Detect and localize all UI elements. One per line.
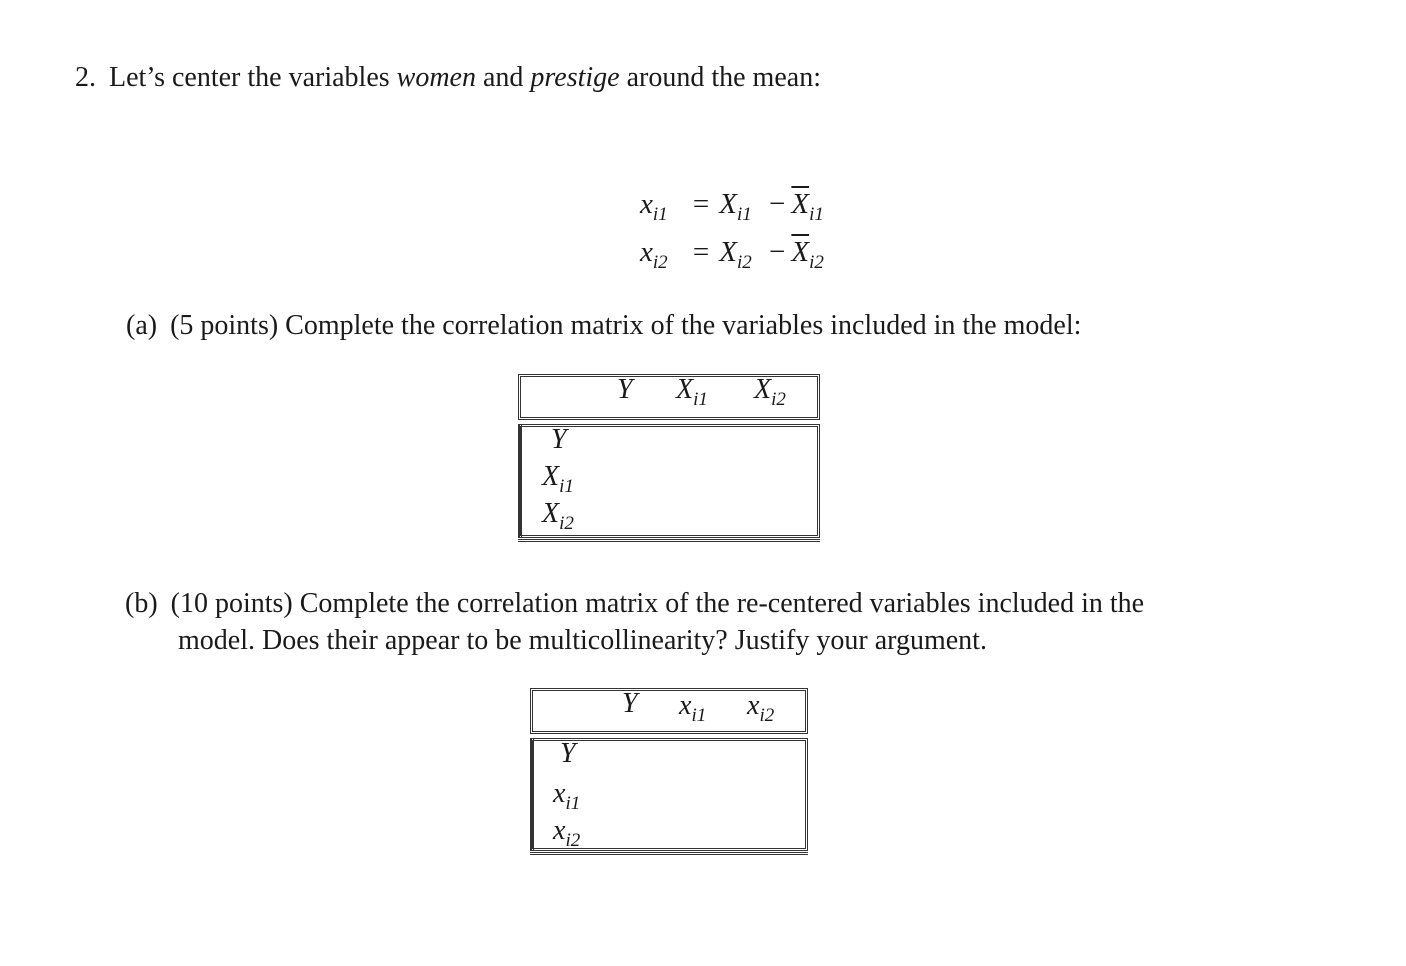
table-b-row-header-divider — [531, 738, 534, 851]
table-a-col-header-1: Y — [617, 374, 633, 405]
question-number: 2. — [75, 62, 96, 93]
equation-1 — [640, 188, 824, 225]
eq2-minus: − — [769, 236, 786, 268]
part-a-label: (a) — [126, 310, 158, 341]
part-b-prompt-line1 — [125, 588, 1144, 620]
table-b-col-header-2: $x_{i1}$ — [679, 690, 707, 726]
table-b-col-header-3: $x_{i2}$ — [747, 690, 775, 726]
part-b-text-line2: model. Does their appear to be multicollinearity? Justify your argument. — [178, 625, 987, 656]
variable-women: women — [396, 62, 476, 93]
table-a-row-header-3: $X_{i2}$ — [542, 498, 574, 534]
eq1-lhs: x — [640, 188, 653, 220]
table-b-bottom-rule — [530, 852, 808, 856]
table-a-row-header-2: $X_{i1}$ — [542, 461, 574, 497]
eq1-rhs: X — [719, 188, 737, 220]
part-a-prompt — [126, 310, 1081, 342]
part-b-prompt-line2 — [178, 625, 987, 657]
eq1-mean: $\overline{X}$ — [791, 188, 810, 220]
table-a-row-header-divider — [519, 424, 522, 538]
eq1-rhs-sub: i1 — [736, 204, 752, 225]
part-b-text-line1: (10 points) Complete the correlation matrix of the re-centered variables included in the — [170, 588, 1145, 619]
variable-prestige: prestige — [530, 62, 620, 93]
part-b-label: (b) — [125, 588, 158, 619]
eq1-equals: = — [692, 188, 710, 220]
question-intro-mid: and — [475, 62, 531, 93]
eq2-lhs-sub: i2 — [652, 252, 668, 273]
table-a-row-header-1: Y — [551, 424, 567, 455]
eq2-rhs: X — [719, 236, 737, 268]
part-a-text: (5 points) Complete the correlation matrix of the variables included in the model: — [170, 310, 1082, 341]
table-b-col-header-1: Y — [622, 688, 638, 719]
question-heading — [75, 62, 821, 94]
eq2-lhs: x — [640, 236, 653, 268]
table-b-row-header-3: $x_{i2}$ — [553, 815, 581, 851]
equation-2 — [640, 236, 824, 273]
eq1-lhs-sub: i1 — [652, 204, 668, 225]
eq1-mean-sub: i1 — [809, 204, 824, 225]
table-b-row-header-2: $x_{i1}$ — [553, 778, 581, 814]
table-a-bottom-rule — [518, 539, 820, 543]
eq2-mean-sub: i2 — [809, 252, 824, 273]
question-intro-before: Let’s center the variables — [109, 62, 397, 93]
eq2-equals: = — [692, 236, 710, 268]
table-a-col-header-2: $X_{i1}$ — [676, 374, 708, 410]
eq2-mean: $\overline{X}$ — [791, 236, 810, 268]
table-a-col-header-3: $X_{i2}$ — [754, 374, 786, 410]
eq1-minus: − — [769, 188, 786, 220]
question-intro-after: around the mean: — [619, 62, 821, 93]
table-b-row-header-1: Y — [560, 738, 576, 769]
eq2-rhs-sub: i2 — [736, 252, 752, 273]
